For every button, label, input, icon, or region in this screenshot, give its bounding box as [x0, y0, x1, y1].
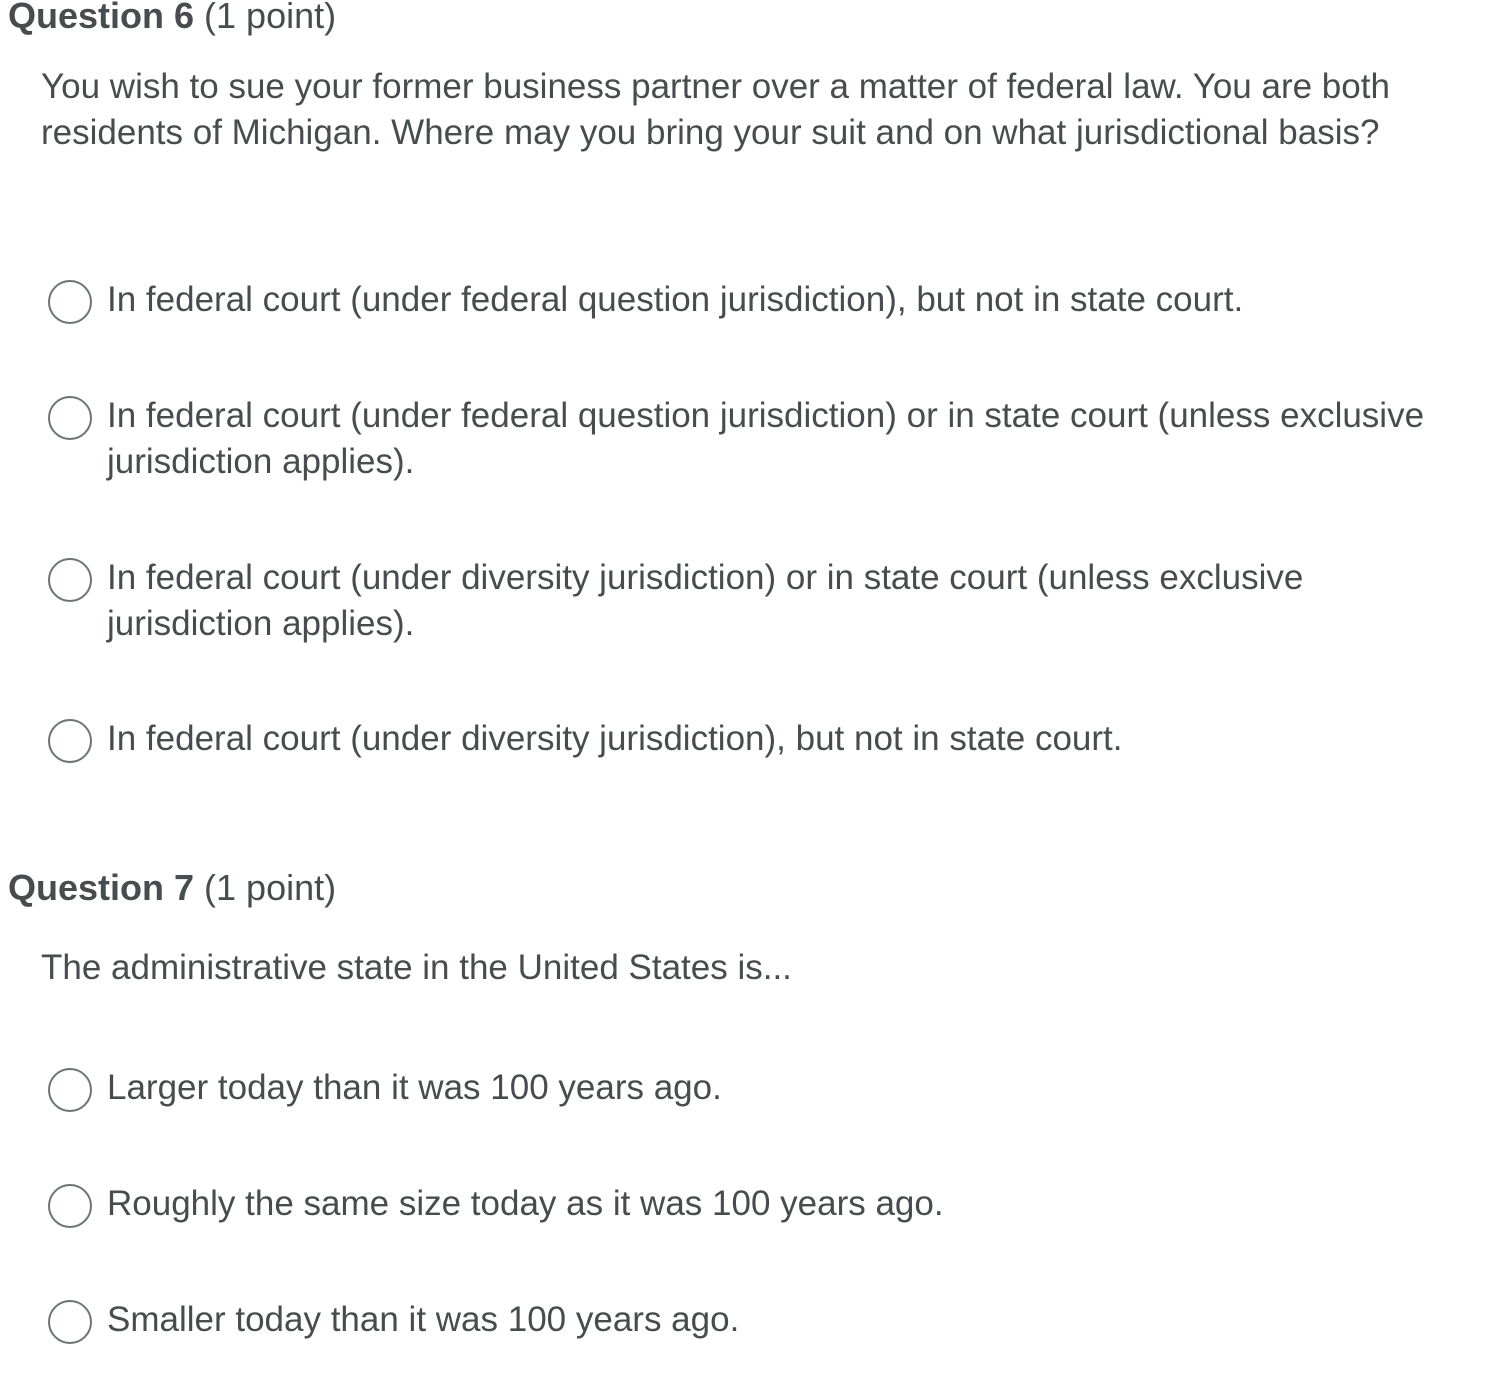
answer-option-label: In federal court (under diversity jurisdiction) or in state court (unless exclusive jurisdiction applies).	[107, 558, 1304, 643]
answer-option[interactable]	[48, 393, 1468, 485]
answer-option[interactable]	[48, 1181, 1468, 1228]
radio-button[interactable]	[48, 280, 92, 324]
question-points: (1 point)	[204, 0, 337, 36]
radio-button[interactable]	[48, 558, 92, 602]
question-title: Question 6	[8, 0, 195, 36]
answer-option[interactable]	[48, 1065, 1468, 1112]
question-heading	[8, 866, 336, 910]
radio-button[interactable]	[48, 1300, 92, 1344]
question-heading	[8, 0, 336, 38]
answer-option[interactable]	[48, 277, 1468, 324]
question-prompt: You wish to sue your former business partner over a matter of federal law. You are both residents of Michigan. Where may you bring your suit and on what jurisdictional basis?	[41, 67, 1390, 152]
radio-button[interactable]	[48, 719, 92, 763]
answer-option[interactable]	[48, 555, 1468, 647]
answer-option-label: In federal court (under federal question jurisdiction), but not in state court.	[107, 280, 1244, 319]
radio-button[interactable]	[48, 1068, 92, 1112]
answer-option-label: Roughly the same size today as it was 100 years ago.	[107, 1184, 944, 1223]
answer-option[interactable]	[48, 716, 1468, 763]
question-prompt: The administrative state in the United States is...	[41, 948, 792, 987]
question-points: (1 point)	[204, 867, 337, 908]
question-title: Question 7	[8, 867, 195, 908]
radio-button[interactable]	[48, 396, 92, 440]
answer-option-label: In federal court (under diversity jurisdiction), but not in state court.	[107, 719, 1123, 758]
answer-option-label: Smaller today than it was 100 years ago.	[107, 1300, 740, 1339]
answer-option-label: In federal court (under federal question jurisdiction) or in state court (unless exclusive jurisdiction applies).	[107, 396, 1425, 481]
answer-option-label: Larger today than it was 100 years ago.	[107, 1068, 722, 1107]
radio-button[interactable]	[48, 1184, 92, 1228]
answer-option[interactable]	[48, 1297, 1468, 1344]
